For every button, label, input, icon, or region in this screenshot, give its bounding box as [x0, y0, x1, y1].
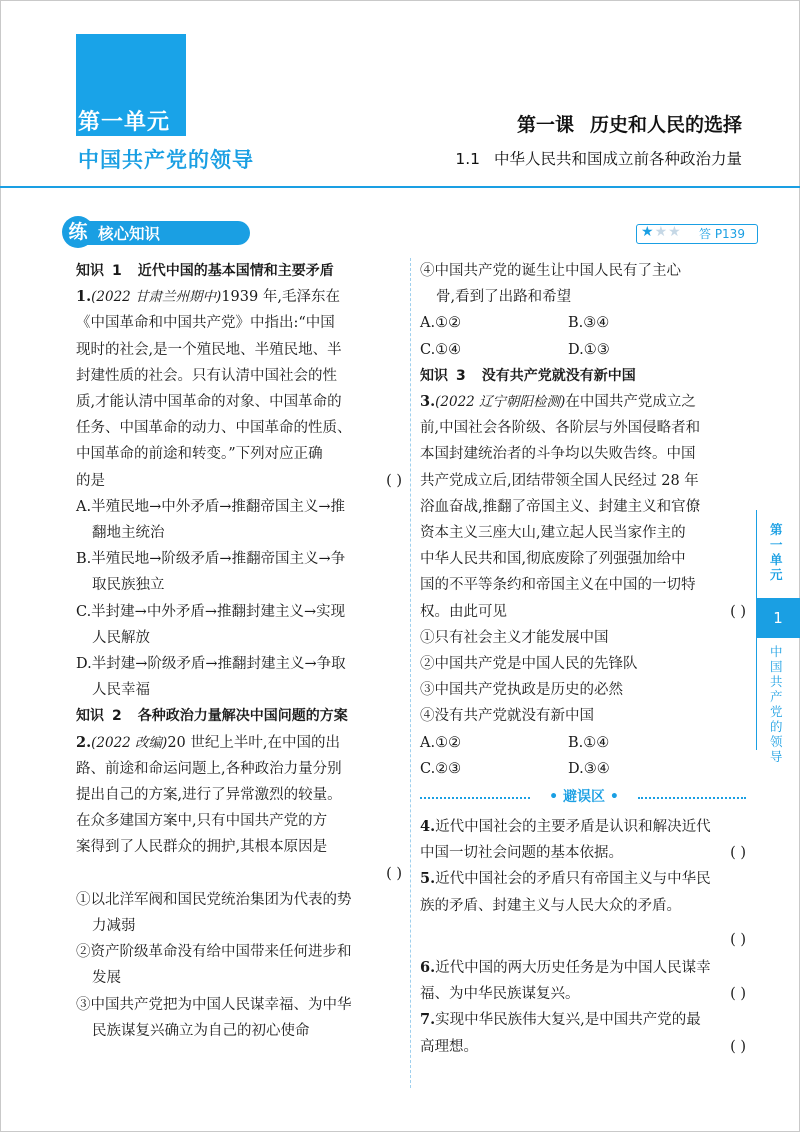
avoid-mistakes-label: • 避误区 • — [549, 789, 619, 806]
options-row — [420, 756, 746, 782]
statement-3: ③中国共产党执政是历史的必然 — [420, 682, 623, 699]
option-a[interactable]: A.①② — [420, 315, 462, 332]
answer-bracket[interactable]: ( ) — [730, 845, 746, 862]
option-b[interactable]: B.①④ — [568, 734, 610, 751]
answer-bracket[interactable]: ( ) — [386, 472, 402, 489]
right-column — [420, 258, 746, 1060]
dotted-rule-right — [638, 797, 746, 799]
lesson-title — [517, 110, 742, 137]
question-number: 3. — [420, 393, 436, 411]
page-header — [0, 0, 800, 188]
option-c[interactable]: C.①④ — [420, 341, 462, 358]
option-c[interactable]: C.②③ — [420, 760, 462, 777]
answer-bracket[interactable]: ( ) — [730, 603, 746, 620]
judgment-6: 6.近代中国的两大历史任务是为中国人民谋幸 福、为中华民族谋复兴。 ( ) — [420, 955, 746, 1007]
option-a[interactable]: A.①② — [420, 734, 462, 751]
answer-bracket[interactable]: ( ) — [730, 986, 746, 1003]
judgment-7: 7.实现中华民族伟大复兴,是中国共产党的最 高理想。 ( ) — [420, 1007, 746, 1059]
section-title — [455, 147, 742, 169]
side-tab-unit: 第一单元 — [770, 522, 783, 582]
question-number: 2. — [76, 733, 92, 751]
dotted-rule-left — [420, 797, 530, 799]
question-source: (2022 甘肃兰州期中) — [91, 289, 222, 306]
options-row — [420, 337, 746, 363]
statement-4: ④中国共产党的诞生让中国人民有了主心 骨,看到了出路和希望 — [420, 263, 681, 306]
option-d[interactable]: D.③④ — [568, 760, 610, 777]
option-b[interactable]: B.③④ — [568, 315, 610, 332]
section-number: 1.1 — [455, 150, 480, 168]
question-1: 1.(2022 甘肃兰州期中)1939 年,毛泽东在 《中国革命和中国共产党》中指出:“中国 现时的社会,是一个殖民地、半殖民地、半 封建性质的社会。只有认清中国社会的性 质,才能认清中国革命的对象、中国革命的 任务、中国革命的动力、中国革命的性质、 中国革命的前途和转变。”下列对应正确 的是 ( ) — [76, 284, 402, 494]
knowledge-heading-1: 知识 1 近代中国的基本国情和主要矛盾 — [76, 263, 334, 279]
side-tab-title: 中国共产党的领导 — [770, 644, 783, 764]
answer-bracket[interactable]: ( ) — [730, 1038, 746, 1055]
knowledge-heading-2: 知识 2 各种政治力量解决中国问题的方案 — [76, 708, 348, 725]
side-tab — [756, 510, 800, 764]
star-empty-icon: ★ — [668, 224, 682, 240]
options-row — [420, 310, 746, 336]
knowledge-heading-3: 知识 3 没有共产党就没有新中国 — [420, 367, 636, 384]
page-number: 1 — [756, 598, 800, 638]
option-d[interactable]: D.①③ — [568, 341, 610, 358]
statement-2: ②中国共产党是中国人民的先锋队 — [420, 656, 638, 673]
question-3: 3.(2022 辽宁朝阳检测)在中国共产党成立之 前,中国社会各阶级、各阶层与外国侵略者和 本国封建统治者的斗争均以失败告终。中国 共产党成立后,团结带领全国人民经过 28 年 浴血奋战,推翻了帝国主义、封建主义和官僚 资本主义三座大山,建立起人民当家作主的 中华人民共和国,彻底废除了列强强加给中 国的不平等条约和帝国主义在中国的一切特 权。由此可见 ( ) — [420, 389, 746, 625]
option-b[interactable]: B.半殖民地→阶级矛盾→推翻帝国主义→争 取民族独立 — [76, 551, 346, 594]
unit-label: 第一单元 — [78, 110, 171, 135]
option-c[interactable]: C.半封建→中外矛盾→推翻封建主义→实现 人民解放 — [76, 603, 346, 646]
judgment-5: 5.近代中国社会的矛盾只有帝国主义与中华民 族的矛盾、封建主义与人民大众的矛盾。 ( ) — [420, 866, 746, 953]
unit-title: 中国共产党的领导 — [78, 148, 254, 172]
option-a[interactable]: A.半殖民地→中外矛盾→推翻帝国主义→推 翻地主统治 — [76, 498, 346, 542]
banner-text: 核心知识 — [98, 225, 161, 243]
star-empty-icon: ★ — [654, 224, 669, 240]
difficulty-rating — [636, 224, 758, 244]
statement-3: ③中国共产党把为中国人民谋幸福、为中华 民族谋复兴确立为自己的初心使命 — [76, 996, 352, 1039]
statement-4: ④没有共产党就没有新中国 — [420, 708, 594, 725]
lesson-name: 历史和人民的选择 — [589, 114, 742, 136]
answer-page-ref: 答 P139 — [699, 227, 745, 241]
judgment-4: 4.近代中国社会的主要矛盾是认识和解决近代 中国一切社会问题的基本依据。 ( ) — [420, 814, 746, 866]
statement-1: ①只有社会主义才能发展中国 — [420, 629, 609, 646]
lesson-number: 第一课 — [516, 114, 574, 136]
section-name: 中华人民共和国成立前各种政治力量 — [493, 150, 742, 168]
difficulty-stars — [641, 224, 682, 240]
question-source: (2022 改编) — [91, 734, 168, 751]
statement-2: ②资产阶级革命没有给中国带来任何进步和 发展 — [76, 944, 352, 987]
statement-1: ①以北洋军阀和国民党统治集团为代表的势 力减弱 — [76, 891, 352, 935]
column-separator — [410, 258, 411, 1088]
question-number: 1. — [76, 288, 92, 306]
answer-bracket[interactable]: ( ) — [386, 865, 402, 882]
header-divider — [0, 186, 800, 188]
question-source: (2022 辽宁朝阳检测) — [435, 394, 566, 411]
avoid-mistakes-divider — [420, 784, 746, 814]
star-filled-icon: ★ — [641, 224, 655, 240]
practice-badge-icon: 练 — [62, 216, 94, 248]
options-row — [420, 730, 746, 756]
question-2: 2.(2022 改编)20 世纪上半叶,在中国的出 路、前途和命运问题上,各种政治力量分别 提出自己的方案,进行了异常激烈的较量。 在众多建国方案中,只有中国共产党的方 案得到了人民群众的拥护,其根本原因是 ( ) — [76, 730, 402, 887]
answer-bracket[interactable]: ( ) — [730, 931, 746, 948]
left-column — [76, 258, 402, 1044]
option-d[interactable]: D.半封建→阶级矛盾→推翻封建主义→争取 人民幸福 — [76, 656, 346, 699]
